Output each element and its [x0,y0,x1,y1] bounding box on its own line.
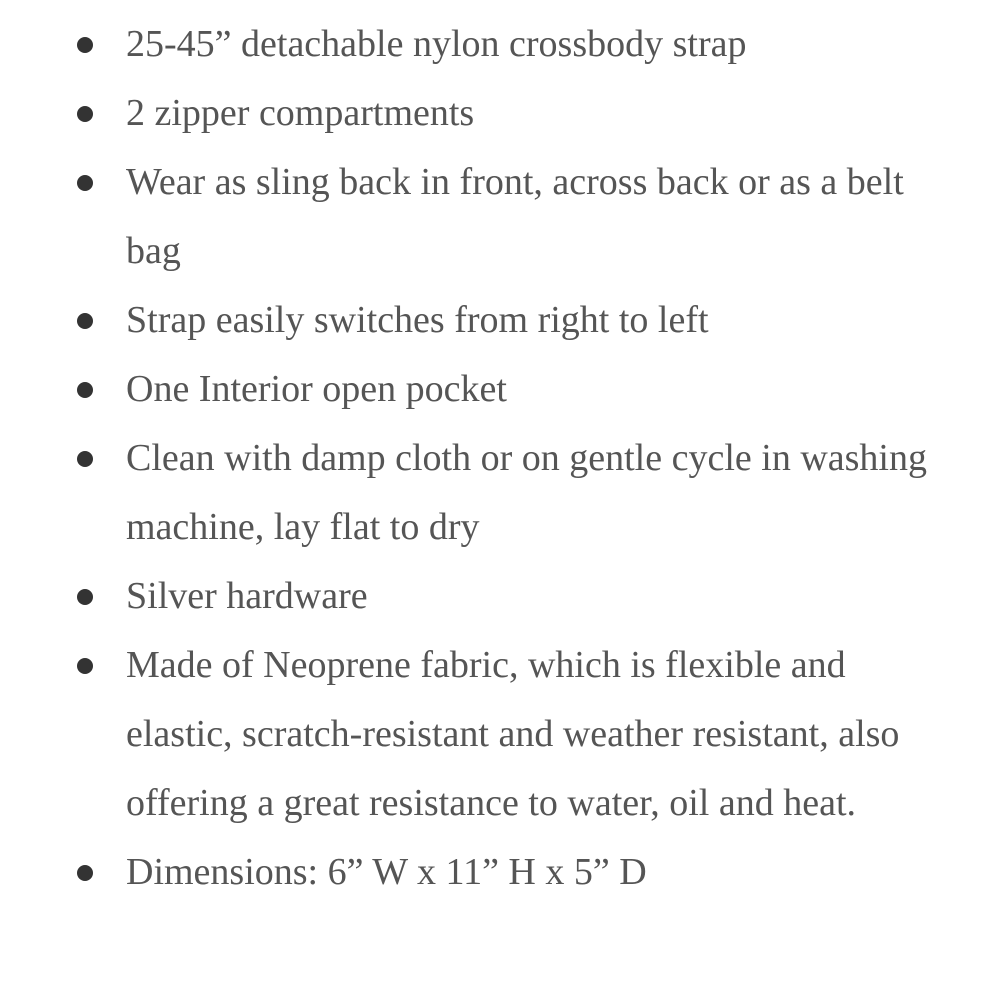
list-item-text: Dimensions: 6” W x 11” H x 5” D [126,851,647,893]
list-item [0,838,1000,907]
list-item-text: Made of Neoprene fabric, which is flexible and elastic, scratch-resistant and weather resistant, also offering a great resistance to water, oil and heat. [126,644,900,824]
bullet-icon [77,865,93,881]
list-item [0,79,1000,148]
bullet-icon [77,382,93,398]
feature-list [0,10,1000,907]
list-item-text: Strap easily switches from right to left [126,299,709,341]
bullet-icon [77,658,93,674]
list-item [0,355,1000,424]
list-item [0,286,1000,355]
bullet-icon [77,106,93,122]
list-item-text: Wear as sling back in front, across back or as a belt bag [126,161,904,272]
bullet-icon [77,589,93,605]
list-item-text: Clean with damp cloth or on gentle cycle in washing machine, lay flat to dry [126,437,927,548]
bullet-icon [77,37,93,53]
list-item [0,424,1000,562]
list-item-text: 25-45” detachable nylon crossbody strap [126,23,747,65]
list-item [0,10,1000,79]
list-item [0,148,1000,286]
list-item [0,631,1000,838]
bullet-icon [77,175,93,191]
list-item [0,562,1000,631]
bullet-icon [77,313,93,329]
list-item-text: 2 zipper compartments [126,92,475,134]
list-item-text: One Interior open pocket [126,368,507,410]
list-item-text: Silver hardware [126,575,368,617]
bullet-icon [77,451,93,467]
